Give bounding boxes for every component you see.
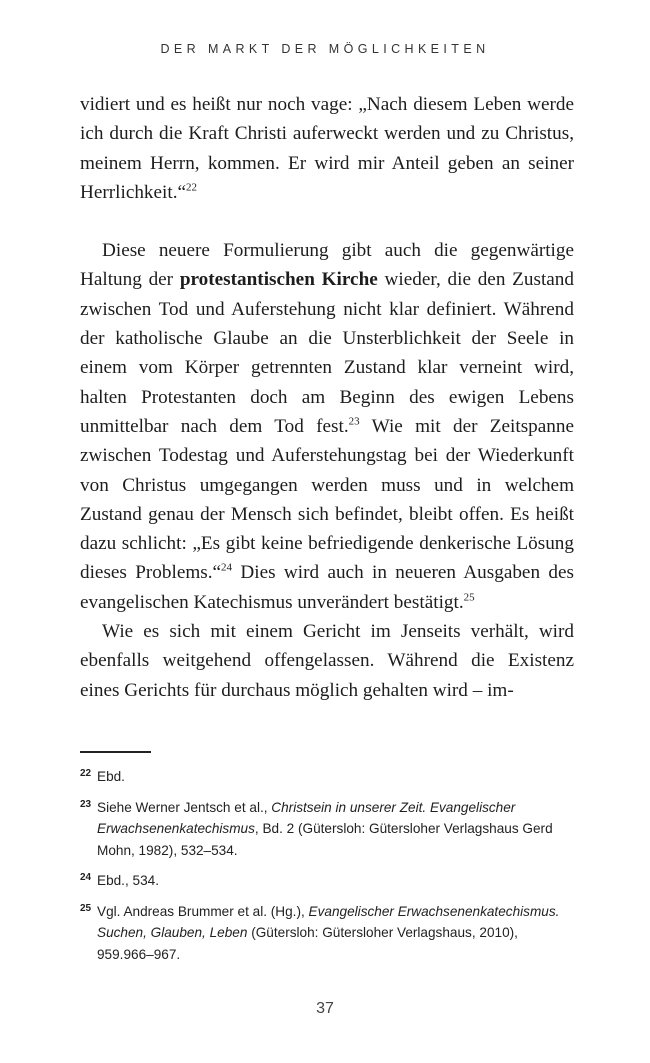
footnote-text: (Gütersloh: Gütersloher Verlagshaus, 2010), 959.966–967. (97, 925, 518, 962)
page-number: 37 (316, 1000, 334, 1017)
footnote-divider (80, 751, 151, 753)
footnote-number: 25 (80, 902, 92, 914)
paragraph-text: Wie mit der Zeitspanne zwischen Todestag und Auferstehungstag bei der Wiederkunft von Christus umgegangen werden muss und in welchem Zustand genau der Mensch sich befindet, bleibt offen. Es heißt dazu schlicht: „Es gibt keine befriedigende denkerische Lösung dieses Problems.“ (80, 415, 574, 584)
footnote-item (80, 766, 574, 788)
footnote-text: Siehe Werner Jentsch et al., (97, 799, 272, 815)
footnote-ref[interactable]: 24 (221, 562, 233, 575)
footnote-item (80, 870, 574, 892)
paragraph-1 (80, 90, 574, 207)
paragraph-3 (80, 617, 574, 705)
footnote-text: Ebd. (97, 769, 125, 784)
running-head: DER MARKT DER MÖGLICHKEITEN (160, 42, 490, 56)
footnote-text: Ebd., 534. (97, 873, 159, 888)
footnote-text: Vgl. Andreas Brummer et al. (Hg.), (97, 903, 309, 919)
footnote-item (80, 797, 574, 862)
footnote-ref[interactable]: 22 (186, 181, 198, 194)
paragraph-text: wieder, die den Zustand zwischen Tod und Auferstehung nicht klar definiert. Während der katholische Glaube an die Unsterblichkeit der Seele in einem vom Körper getrennten Zustand klar verneint wird, halten Protestanten doch am Beginn des ewigen Lebens unmittelbar nach dem Tod fest. (80, 269, 574, 437)
footnote-text: , Bd. 2 (Gütersloh: Gütersloher Verlagshaus Gerd Mohn, 1982), 532–534. (97, 821, 553, 858)
footnote-title: Christsein in unserer Zeit. Evangelischer Erwachsenenkatechismus (97, 799, 516, 836)
paragraph-text: Dies wird auch in neueren Ausgaben des evangelischen Katechismus unverändert bestätigt. (80, 562, 574, 613)
paragraph-text: vidiert und es heißt nur noch vage: „Nach diesem Leben werde ich durch die Kraft Christi auferweckt werden und zu Christus, meinem Herrn, kommen. Er wird mir Anteil geben an seiner Herrlichkeit.“ (80, 94, 574, 203)
footnote-number: 22 (80, 768, 92, 779)
footnote-ref[interactable]: 23 (348, 415, 360, 428)
body-text (80, 90, 574, 705)
bold-term: protestantischen Kirche (179, 269, 378, 291)
footnotes (80, 766, 574, 974)
footnote-ref[interactable]: 25 (463, 591, 475, 604)
paragraph-2 (80, 236, 574, 617)
footnote-item (80, 901, 574, 966)
footnote-number: 23 (80, 798, 92, 810)
paragraph-text: Diese neuere Formulierung gibt auch die gegenwärtige Haltung der (80, 240, 574, 291)
paragraph-text: Wie es sich mit einem Gericht im Jenseits verhält, wird ebenfalls weitgehend offengelassen. Während die Existenz eines Gerichts für durchaus möglich gehalten wird – im- (80, 621, 574, 701)
footnote-title: Evangelischer Erwachsenenkatechismus. Suchen, Glauben, Leben (97, 903, 560, 940)
footnote-number: 24 (80, 872, 92, 883)
